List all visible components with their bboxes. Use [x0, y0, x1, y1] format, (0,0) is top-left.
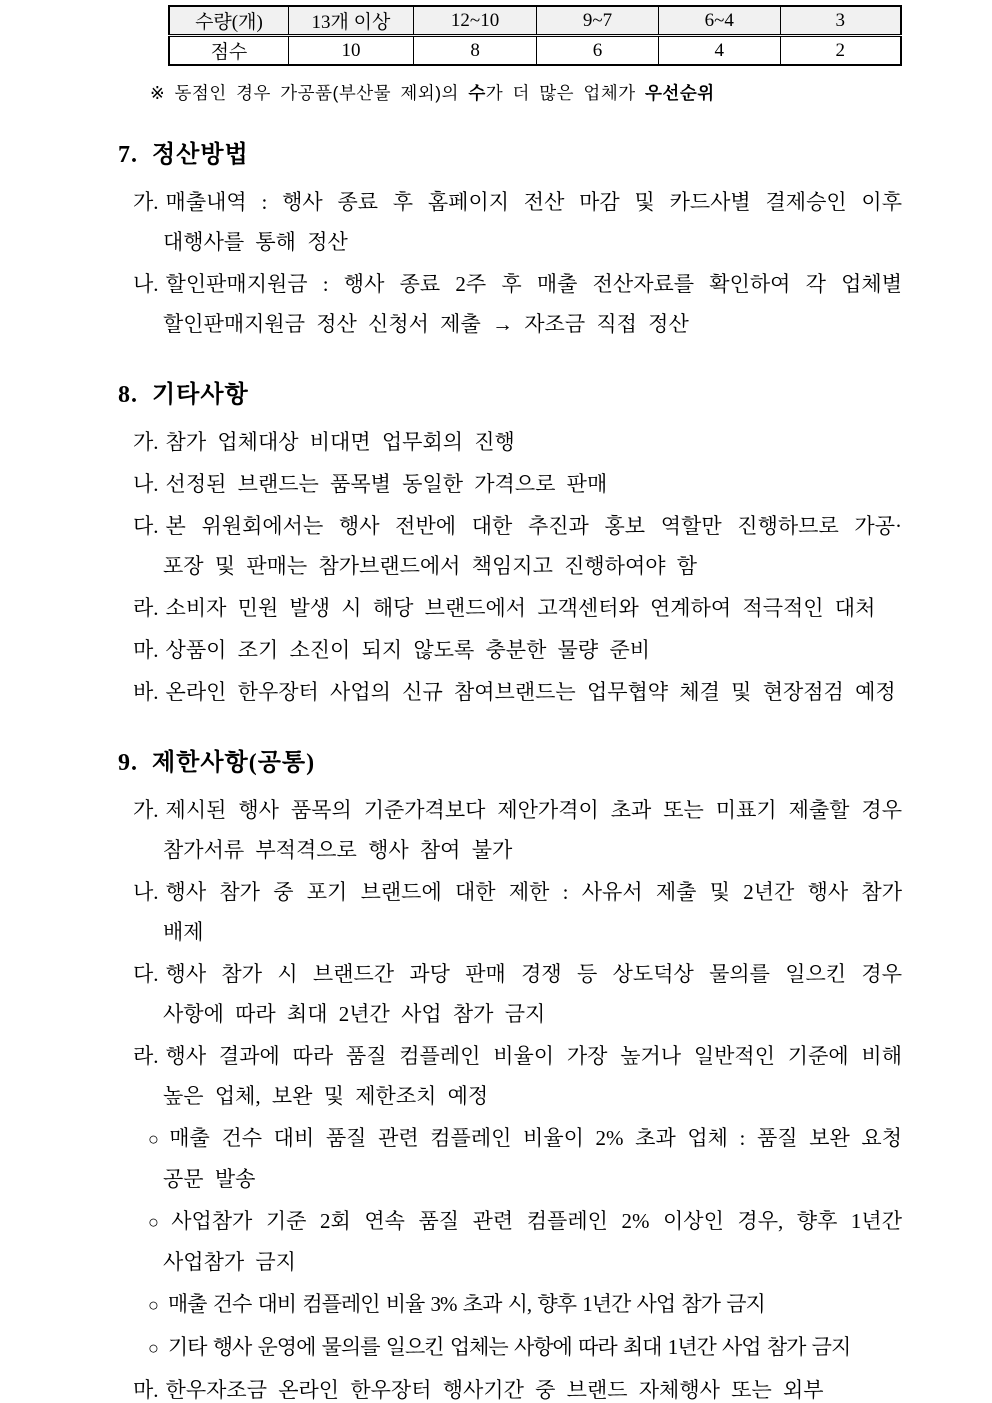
tie-break-note [150, 82, 902, 104]
bullet-item [118, 1201, 902, 1282]
item-marker: 가. [133, 190, 159, 214]
bullet-item [118, 1284, 902, 1325]
table-header-6-4: 6~4 [658, 6, 780, 36]
table-cell-score-2: 2 [780, 36, 901, 66]
item-marker: 마. [133, 638, 159, 662]
note-text-mid: 가 더 많은 업체가 [485, 83, 646, 103]
item-text: 본 위원회에서는 행사 전반에 대한 추진과 홍보 역할만 진행하므로 가공·포장 및 판매는 참가브랜드에서 책임지고 진행하여야 함 [163, 514, 902, 578]
item-text: 할인판매지원금 : 행사 종료 2주 후 매출 전산자료를 확인하여 각 업체별 할인판매지원금 정산 신청서 제출 → 자조금 직접 정산 [163, 272, 902, 336]
table-cell-score-4: 4 [658, 36, 780, 66]
table-cell-score-label: 점수 [169, 36, 288, 66]
item-marker: 바. [133, 680, 159, 704]
item-text: 상품이 조기 소진이 되지 않도록 충분한 물량 준비 [165, 638, 651, 662]
list-item [118, 182, 902, 262]
table-header-9-7: 9~7 [537, 6, 659, 36]
item-marker: 다. [133, 514, 159, 538]
section-title: 제한사항(공통) [152, 750, 316, 776]
item-marker: 라. [133, 596, 159, 620]
list-item [118, 1036, 902, 1116]
bullet-item [118, 1327, 902, 1368]
item-marker: 나. [133, 472, 159, 496]
note-bold-su: 수 [468, 83, 486, 103]
table-header-quantity: 수량(개) [169, 6, 288, 36]
table-header-13plus: 13개 이상 [288, 6, 413, 36]
item-text: 행사 참가 중 포기 브랜드에 대한 제한 : 사유서 제출 및 2년간 행사 참가 배제 [163, 880, 902, 944]
item-marker: 가. [133, 430, 159, 454]
list-item [118, 422, 902, 462]
item-text: 선정된 브랜드는 품목별 동일한 가격으로 판매 [165, 472, 608, 496]
section-heading-8 [118, 380, 902, 410]
list-item [118, 464, 902, 504]
list-item [118, 790, 902, 870]
item-text: 매출내역 : 행사 종료 후 홈페이지 전산 마감 및 카드사별 결제승인 이후 대행사를 통해 정산 [163, 190, 902, 254]
item-text: 행사 결과에 따라 품질 컴플레인 비율이 가장 높거나 일반적인 기준에 비해 높은 업체, 보완 및 제한조치 예정 [163, 1044, 902, 1108]
note-text: ※ 동점인 경우 가공품(부산물 제외)의 [150, 83, 469, 103]
note-bold-priority: 우선순위 [645, 83, 715, 103]
item-text: 행사 참가 시 브랜드간 과당 판매 경쟁 등 상도덕상 물의를 일으킨 경우 사항에 따라 최대 2년간 사업 참가 금지 [163, 962, 902, 1026]
item-text: 온라인 한우장터 사업의 신규 참여브랜드는 업무협약 체결 및 현장점검 예정 [165, 680, 896, 704]
item-marker: 마. [133, 1378, 159, 1402]
item-marker: 다. [133, 962, 159, 986]
item-marker: 나. [133, 272, 159, 296]
list-item [118, 506, 902, 586]
score-table [168, 5, 902, 66]
table-cell-score-6: 6 [537, 36, 659, 66]
item-text: 매출 건수 대비 품질 관련 컴플레인 비율이 2% 초과 업체 : 품질 보완 요청 공문 발송 [163, 1126, 902, 1191]
list-item [118, 954, 902, 1034]
table-header-3: 3 [780, 6, 901, 36]
item-text: 참가 업체대상 비대면 업무회의 진행 [165, 430, 515, 454]
list-item [118, 264, 902, 344]
section-heading-7 [118, 140, 902, 170]
item-marker: 가. [133, 798, 159, 822]
circle-bullet-icon: ○ [148, 1338, 158, 1358]
section-heading-9 [118, 748, 902, 778]
circle-bullet-icon: ○ [148, 1129, 160, 1149]
item-text: 매출 건수 대비 컴플레인 비율 3% 초과 시, 향후 1년간 사업 참가 금지 [167, 1292, 765, 1316]
table-cell-score-10: 10 [288, 36, 413, 66]
list-item [118, 588, 902, 628]
section-number: 8. [118, 382, 138, 408]
list-item [118, 1370, 902, 1403]
table-header-12-10: 12~10 [414, 6, 537, 36]
item-text: 한우자조금 온라인 한우장터 행사기간 중 브랜드 자체행사 또는 외부 [165, 1378, 824, 1402]
list-item [118, 630, 902, 670]
table-cell-score-8: 8 [414, 36, 537, 66]
item-text: 소비자 민원 발생 시 해당 브랜드에서 고객센터와 연계하여 적극적인 대처 [165, 596, 876, 620]
item-text: 사업참가 기준 2회 연속 품질 관련 컴플레인 2% 이상인 경우, 향후 1년간 사업참가 금지 [163, 1209, 902, 1274]
item-text: 기타 행사 운영에 물의를 일으킨 업체는 사항에 따라 최대 1년간 사업 참가 금지 [167, 1335, 851, 1359]
section-number: 7. [118, 142, 138, 168]
item-marker: 나. [133, 880, 159, 904]
section-number: 9. [118, 750, 138, 776]
bullet-item [118, 1118, 902, 1199]
item-text: 제시된 행사 품목의 기준가격보다 제안가격이 초과 또는 미표기 제출할 경우 참가서류 부적격으로 행사 참여 불가 [163, 798, 902, 862]
score-table-header-row [169, 6, 901, 36]
item-marker: 라. [133, 1044, 159, 1068]
section-title: 기타사항 [152, 382, 249, 408]
circle-bullet-icon: ○ [148, 1295, 158, 1315]
score-table-score-row [169, 36, 901, 66]
section-title: 정산방법 [152, 142, 249, 168]
list-item [118, 872, 902, 952]
circle-bullet-icon: ○ [148, 1212, 162, 1232]
list-item [118, 672, 902, 712]
